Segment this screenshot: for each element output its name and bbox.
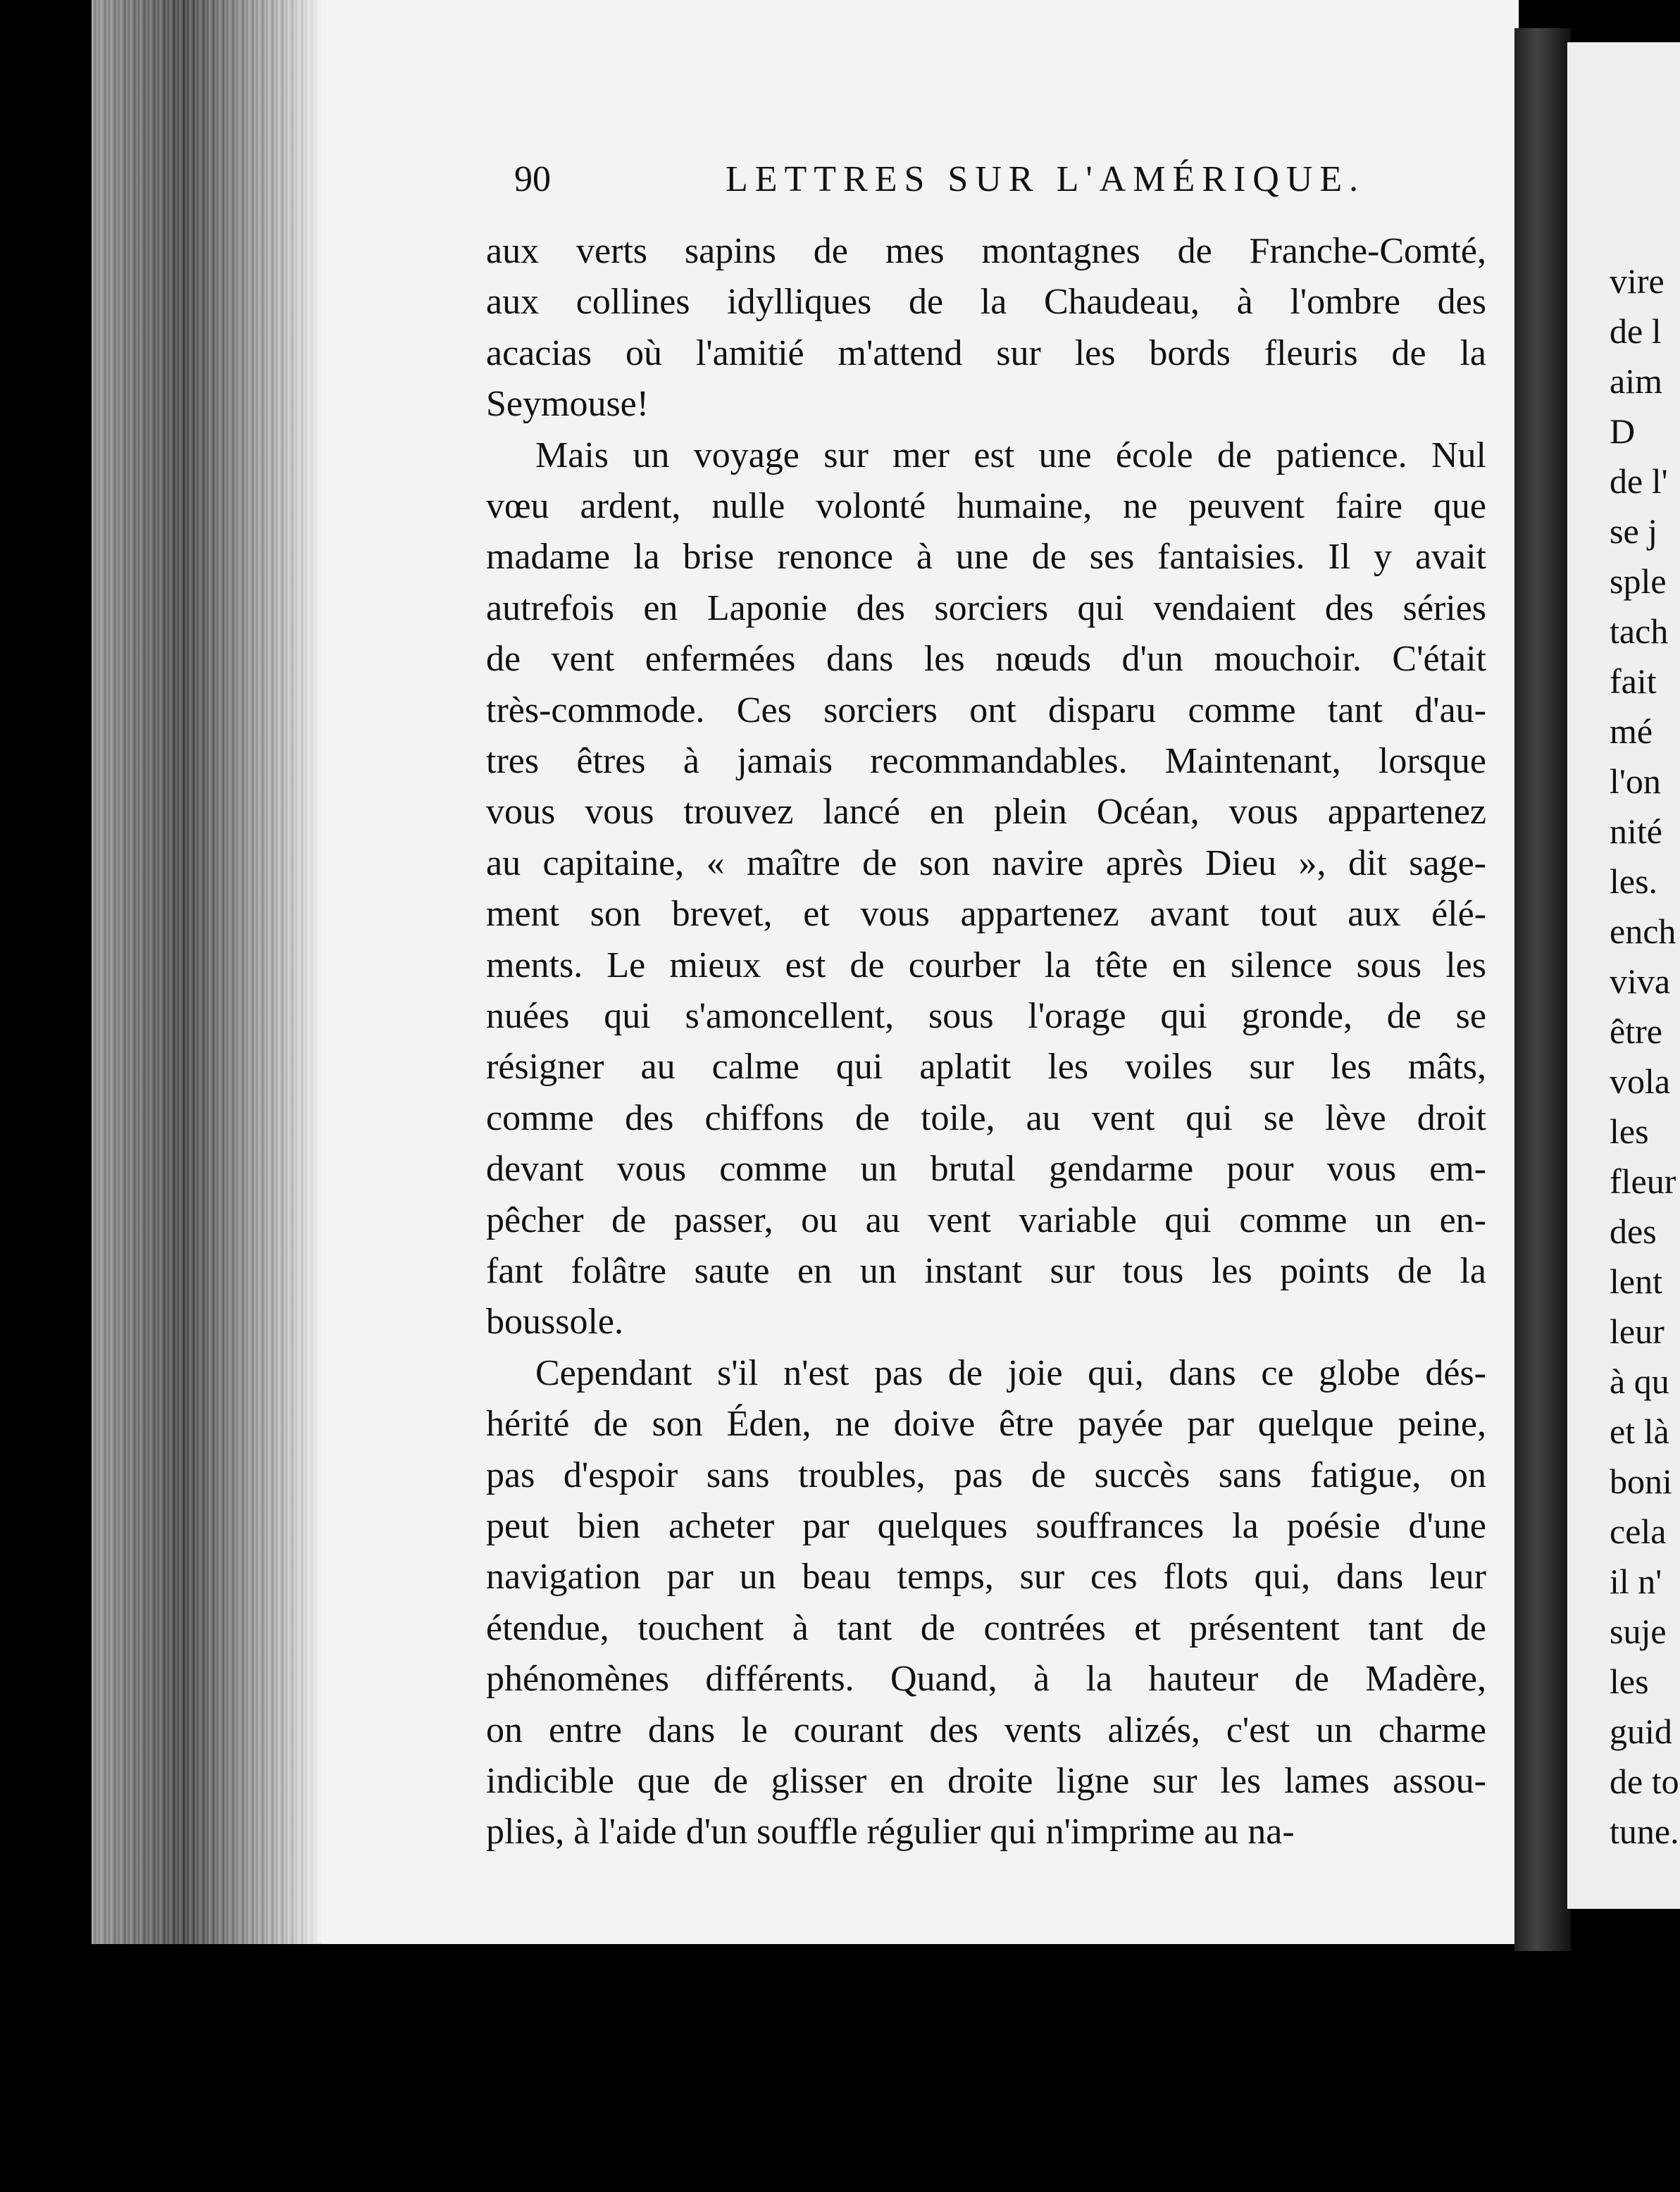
facing-page-fragment: cela [1610, 1512, 1667, 1551]
text-line: étendue, touchent à tant de contrées et présentent tant de [486, 1607, 1486, 1648]
text-line: résigner au calme qui aplatit les voiles sur les mâts, [486, 1047, 1486, 1088]
text-line: Mais un voyage sur mer est une école de patience. Nul [535, 435, 1486, 475]
text-line: pêcher de passer, ou au vent variable qui comme un en- [486, 1200, 1486, 1240]
facing-page-fragment: les [1610, 1662, 1649, 1701]
text-line: vous vous trouvez lancé en plein Océan, vous appartenez [486, 792, 1486, 833]
text-line: autrefois en Laponie des sorciers qui vendaient des séries [486, 587, 1486, 628]
facing-page-fragment: fleur [1610, 1162, 1676, 1201]
text-line: peut bien acheter par quelques souffrances la poésie d'une [486, 1506, 1486, 1546]
facing-page-fragment: tach [1610, 611, 1669, 651]
facing-page-fragment: vola [1610, 1061, 1671, 1101]
facing-page-fragment: de l [1610, 311, 1662, 351]
text-line: nuées qui s'amoncellent, sous l'orage qui gronde, de se [486, 996, 1486, 1036]
text-line: fant folâtre saute en un instant sur tous les points de la [486, 1251, 1486, 1291]
text-line: devant vous comme un brutal gendarme pour vous em- [486, 1149, 1486, 1190]
facing-page-fragment: à qu [1610, 1362, 1669, 1401]
text-line: très-commode. Ces sorciers ont disparu comme tant d'au- [486, 690, 1486, 730]
page-number: 90 [514, 159, 551, 199]
facing-page-fragment: viva [1610, 961, 1671, 1001]
text-line: on entre dans le courant des vents alizés, c'est un charme [486, 1710, 1486, 1750]
text-line: ments. Le mieux est de courber la tête en silence sous les [486, 945, 1486, 985]
text-line: comme des chiffons de toile, au vent qui se lève droit [486, 1097, 1486, 1138]
facing-page-fragment: et là [1610, 1412, 1669, 1451]
facing-page-fragment: de l' [1610, 461, 1668, 501]
facing-page-fragment: être [1610, 1011, 1662, 1051]
facing-page-fragment: tune. [1610, 1812, 1679, 1851]
text-line: tres êtres à jamais recommandables. Maintenant, lorsque [486, 741, 1486, 781]
text-line: de vent enfermées dans les nœuds d'un mouchoir. C'était [486, 639, 1486, 680]
text-line: aux verts sapins de mes montagnes de Franche-Comté, [486, 231, 1486, 271]
text-line: hérité de son Éden, ne doive être payée par quelque peine, [486, 1404, 1486, 1445]
text-line: madame la brise renonce à une de ses fantaisies. Il y avait [486, 537, 1486, 578]
facing-page-fragment: les. [1610, 861, 1658, 901]
facing-page-fragment: guid [1610, 1712, 1672, 1751]
text-line: ment son brevet, et vous appartenez avant tout aux élé- [486, 894, 1486, 935]
text-line: indicible que de glisser en droite ligne sur les lames assou- [486, 1761, 1486, 1801]
facing-page-fragment: des [1610, 1212, 1657, 1251]
text-line: acacias où l'amitié m'attend sur les bords fleuris de la [486, 332, 1486, 373]
facing-page-fragment: nité [1610, 811, 1662, 851]
text-line: au capitaine, « maître de son navire après Dieu », dit sage- [486, 842, 1486, 883]
facing-page-fragment: les [1610, 1111, 1649, 1151]
facing-page-fragment: suje [1610, 1612, 1667, 1651]
facing-page-fragment: ench [1610, 911, 1676, 951]
text-line: boussole. [486, 1302, 623, 1343]
page-edge-shading [92, 0, 324, 1944]
running-head [514, 158, 1500, 208]
text-line: pas d'espoir sans troubles, pas de succès sans fatigue, on [486, 1455, 1486, 1495]
facing-page-fragment: leur [1610, 1312, 1665, 1351]
facing-page-fragment: vire [1610, 261, 1665, 301]
facing-page-fragment: mé [1610, 711, 1653, 751]
facing-page-fragment: boni [1610, 1462, 1672, 1501]
running-title: LETTRES SUR L'AMÉRIQUE. [726, 159, 1366, 199]
facing-page-fragment: fait [1610, 661, 1657, 701]
facing-page [1567, 42, 1680, 1909]
facing-page-fragment: se j [1610, 511, 1658, 551]
text-line: aux collines idylliques de la Chaudeau, à l'ombre des [486, 282, 1486, 323]
text-line: Cependant s'il n'est pas de joie qui, dans ce globe dés- [535, 1352, 1486, 1393]
text-line: Seymouse! [486, 384, 649, 425]
facing-page-fragment: D [1610, 411, 1636, 451]
text-line: phénomènes différents. Quand, à la hauteur de Madère, [486, 1659, 1486, 1700]
facing-page-fragment: il n' [1610, 1562, 1662, 1601]
facing-page-fragment: sple [1610, 561, 1667, 601]
gutter-shadow [1514, 28, 1571, 1951]
facing-page-fragment: aim [1610, 361, 1662, 401]
facing-page-fragment: lent [1610, 1262, 1662, 1301]
text-line: vœu ardent, nulle volonté humaine, ne peuvent faire que [486, 486, 1486, 526]
text-line: navigation par un beau temps, sur ces flots qui, dans leur [486, 1557, 1486, 1598]
facing-page-fragment: de to [1610, 1762, 1679, 1801]
facing-page-fragment: l'on [1610, 761, 1661, 801]
text-line: plies, à l'aide d'un souffle régulier qui n'imprime au na- [486, 1812, 1295, 1852]
